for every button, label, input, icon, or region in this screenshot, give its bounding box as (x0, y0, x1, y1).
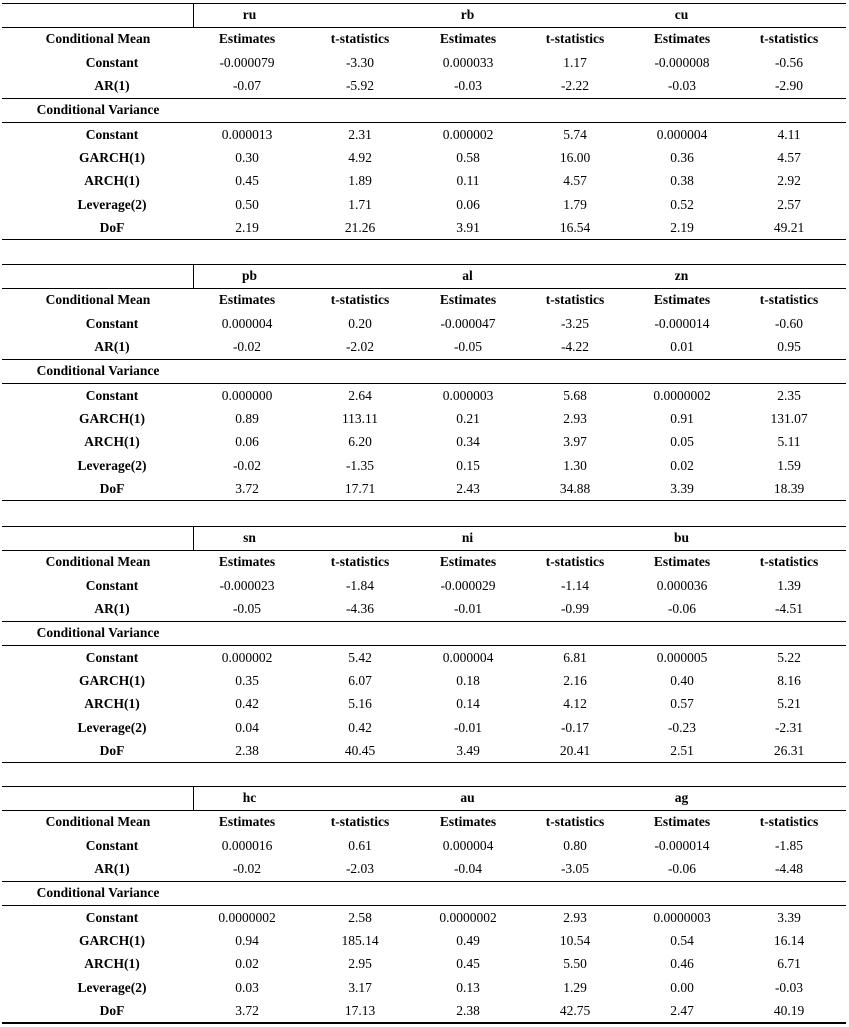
table-cell: -0.07 (232, 78, 262, 93)
row-label: ARCH(1) (84, 173, 140, 189)
table-cell: 18.39 (773, 480, 805, 496)
table-cell: 0.000036 (656, 578, 708, 593)
row-label: Constant (85, 838, 139, 853)
table-cell: 6.71 (777, 956, 801, 972)
row-label: DoF (99, 219, 125, 235)
table-cell: 17.13 (344, 1002, 376, 1018)
table-cell: 6.07 (348, 673, 372, 689)
table-cell: 0.000004 (442, 650, 494, 665)
table-cell: 8.16 (777, 673, 801, 689)
table-cell: -1.14 (560, 578, 590, 593)
table-cell: 5.21 (777, 696, 801, 712)
asset-header: al (462, 268, 473, 283)
table-cell: -0.000023 (219, 578, 275, 593)
table-cell: 0.21 (456, 411, 480, 427)
table-cell: 0.30 (235, 150, 259, 166)
table-cell: 0.06 (456, 196, 480, 212)
table-rule (2, 1022, 846, 1023)
conditional-variance-label: Conditional Variance (36, 625, 160, 640)
table-cell: 2.95 (348, 956, 372, 972)
row-label: GARCH(1) (79, 411, 145, 427)
table-cell: -0.000014 (654, 838, 710, 853)
table-rule (2, 1023, 846, 1024)
table-cell: -0.05 (453, 339, 483, 354)
table-cell: 0.13 (456, 979, 480, 995)
row-label: Constant (85, 127, 139, 142)
table-cell: 0.94 (235, 933, 259, 949)
table-cell: -4.36 (345, 601, 375, 616)
table-rule (2, 905, 846, 906)
table-cell: -0.01 (453, 601, 483, 616)
table-cell: 0.54 (670, 933, 694, 949)
row-label: Leverage(2) (77, 719, 147, 735)
table-cell: 0.000005 (656, 650, 708, 665)
header-column-rule (193, 264, 194, 288)
table-cell: 1.17 (563, 55, 587, 70)
conditional-mean-label: Conditional Mean (45, 554, 151, 569)
estimates-header: Estimates (218, 554, 276, 569)
table-cell: 2.93 (563, 910, 587, 925)
table-cell: 4.57 (777, 150, 801, 166)
table-cell: 113.11 (341, 411, 379, 427)
table-cell: 0.34 (456, 434, 480, 450)
table-cell: -0.03 (667, 78, 697, 93)
table-cell: 0.000033 (442, 55, 494, 70)
row-label: DoF (99, 480, 125, 496)
t-statistics-header: t-statistics (330, 31, 390, 46)
t-statistics-header: t-statistics (759, 814, 819, 829)
conditional-variance-label: Conditional Variance (36, 102, 160, 117)
t-statistics-header: t-statistics (759, 31, 819, 46)
table-cell: 2.31 (348, 127, 372, 142)
table-cell: -3.05 (560, 861, 590, 876)
row-label: Constant (85, 650, 139, 665)
table-cell: 16.00 (559, 150, 591, 166)
table-cell: 5.50 (563, 956, 587, 972)
asset-header: bu (673, 530, 690, 545)
table-cell: 42.75 (559, 1002, 591, 1018)
t-statistics-header: t-statistics (330, 814, 390, 829)
table-cell: -0.02 (232, 861, 262, 876)
table-cell: 40.19 (773, 1002, 805, 1018)
table-cell: 0.06 (235, 434, 259, 450)
table-cell: -0.17 (560, 719, 590, 735)
table-cell: -0.01 (453, 719, 483, 735)
asset-header: zn (674, 268, 689, 283)
table-cell: 2.19 (670, 219, 694, 235)
table-cell: 2.64 (348, 388, 372, 403)
table-cell: 4.12 (563, 696, 587, 712)
header-column-rule (193, 786, 194, 810)
table-cell: 1.79 (563, 196, 587, 212)
asset-header: hc (242, 790, 257, 805)
t-statistics-header: t-statistics (545, 814, 605, 829)
table-cell: -0.03 (774, 979, 804, 995)
table-cell: -2.90 (774, 78, 804, 93)
row-label: AR(1) (94, 78, 130, 93)
table-cell: -4.22 (560, 339, 590, 354)
table-cell: -1.85 (774, 838, 804, 853)
table-cell: -0.56 (774, 55, 804, 70)
conditional-variance-label: Conditional Variance (36, 885, 160, 900)
table-cell: 1.89 (348, 173, 372, 189)
table-cell: 1.29 (563, 979, 587, 995)
table-cell: 2.35 (777, 388, 801, 403)
table-cell: 0.57 (670, 696, 694, 712)
table-cell: -0.000079 (219, 55, 275, 70)
row-label: AR(1) (94, 861, 130, 876)
table-cell: 0.50 (235, 196, 259, 212)
table-cell: 3.39 (777, 910, 801, 925)
row-label: ARCH(1) (84, 434, 140, 450)
row-label: GARCH(1) (79, 933, 145, 949)
table-cell: -0.000047 (440, 316, 496, 331)
table-cell: 2.58 (348, 910, 372, 925)
table-cell: 0.36 (670, 150, 694, 166)
table-cell: 0.00 (670, 979, 694, 995)
row-label: Constant (85, 316, 139, 331)
table-cell: 0.03 (235, 979, 259, 995)
table-cell: 0.58 (456, 150, 480, 166)
table-cell: 0.89 (235, 411, 259, 427)
table-cell: 0.42 (348, 719, 372, 735)
table-cell: 16.54 (559, 219, 591, 235)
table-cell: 185.14 (341, 933, 379, 949)
table-cell: 0.40 (670, 673, 694, 689)
table-cell: 2.47 (670, 1002, 694, 1018)
table-rule (2, 122, 846, 123)
row-label: ARCH(1) (84, 696, 140, 712)
table-cell: 26.31 (773, 742, 805, 758)
table-cell: 2.16 (563, 673, 587, 689)
table-cell: -0.60 (774, 316, 804, 331)
table-cell: 0.000002 (221, 650, 273, 665)
asset-header: ag (674, 790, 689, 805)
table-cell: 1.71 (348, 196, 372, 212)
estimates-header: Estimates (218, 31, 276, 46)
table-cell: 0.42 (235, 696, 259, 712)
table-cell: -0.23 (667, 719, 697, 735)
asset-header: au (460, 790, 475, 805)
table-cell: 0.91 (670, 411, 694, 427)
table-cell: -3.25 (560, 316, 590, 331)
t-statistics-header: t-statistics (545, 31, 605, 46)
table-cell: 10.54 (559, 933, 591, 949)
t-statistics-header: t-statistics (330, 554, 390, 569)
table-cell: -0.03 (453, 78, 483, 93)
table-cell: -0.02 (232, 457, 262, 473)
table-cell: 0.01 (670, 339, 694, 354)
table-cell: 3.97 (563, 434, 587, 450)
table-cell: 2.93 (563, 411, 587, 427)
table-cell: -1.35 (345, 457, 375, 473)
table-cell: -0.000008 (654, 55, 710, 70)
table-cell: 3.72 (235, 1002, 259, 1018)
table-cell: 3.91 (456, 219, 480, 235)
t-statistics-header: t-statistics (545, 292, 605, 307)
table-rule (2, 383, 846, 384)
table-cell: 20.41 (559, 742, 591, 758)
table-cell: 0.18 (456, 673, 480, 689)
row-label: Leverage(2) (77, 979, 147, 995)
table-cell: 5.11 (777, 434, 801, 450)
table-cell: 2.38 (235, 742, 259, 758)
conditional-variance-label: Conditional Variance (36, 363, 160, 378)
table-cell: -0.06 (667, 601, 697, 616)
table-cell: 2.51 (670, 742, 694, 758)
table-cell: -0.99 (560, 601, 590, 616)
row-label: Constant (85, 388, 139, 403)
table-cell: -0.000029 (440, 578, 496, 593)
conditional-mean-label: Conditional Mean (45, 292, 151, 307)
table-cell: -0.000014 (654, 316, 710, 331)
row-label: Leverage(2) (77, 457, 147, 473)
table-cell: 0.35 (235, 673, 259, 689)
row-label: Constant (85, 55, 139, 70)
estimates-header: Estimates (439, 31, 497, 46)
t-statistics-header: t-statistics (759, 292, 819, 307)
table-cell: -1.84 (345, 578, 375, 593)
table-cell: 5.22 (777, 650, 801, 665)
asset-header: sn (243, 530, 256, 545)
table-cell: 0.20 (348, 316, 372, 331)
table-cell: 1.30 (563, 457, 587, 473)
estimates-header: Estimates (653, 814, 711, 829)
table-rule (2, 500, 846, 501)
asset-header: rb (460, 7, 475, 22)
table-cell: 0.15 (456, 457, 480, 473)
table-cell: 0.11 (456, 173, 480, 189)
row-label: Constant (85, 578, 139, 593)
table-cell: 3.49 (456, 742, 480, 758)
table-cell: 0.0000003 (653, 910, 711, 925)
asset-header: ni (461, 530, 474, 545)
table-cell: 5.68 (563, 388, 587, 403)
estimates-header: Estimates (653, 292, 711, 307)
table-cell: 2.57 (777, 196, 801, 212)
table-cell: 1.39 (777, 578, 801, 593)
table-rule (2, 239, 846, 240)
row-label: GARCH(1) (79, 673, 145, 689)
row-label: AR(1) (94, 339, 130, 354)
table-cell: 0.45 (456, 956, 480, 972)
table-cell: 6.81 (563, 650, 587, 665)
table-cell: 0.000002 (442, 127, 494, 142)
asset-header: pb (241, 268, 258, 283)
table-cell: 0.0000002 (653, 388, 711, 403)
row-label: AR(1) (94, 601, 130, 616)
table-cell: 5.42 (348, 650, 372, 665)
table-cell: 0.46 (670, 956, 694, 972)
header-column-rule (193, 3, 194, 27)
row-label: Constant (85, 910, 139, 925)
table-cell: 4.92 (348, 150, 372, 166)
table-cell: 5.16 (348, 696, 372, 712)
table-cell: 0.000000 (221, 388, 273, 403)
estimates-header: Estimates (439, 292, 497, 307)
table-cell: -2.31 (774, 719, 804, 735)
table-cell: 0.14 (456, 696, 480, 712)
row-label: Leverage(2) (77, 196, 147, 212)
table-cell: 4.57 (563, 173, 587, 189)
estimates-header: Estimates (439, 814, 497, 829)
table-cell: -0.06 (667, 861, 697, 876)
table-cell: 2.43 (456, 480, 480, 496)
table-cell: 0.61 (348, 838, 372, 853)
conditional-mean-label: Conditional Mean (45, 31, 151, 46)
table-cell: 0.0000002 (218, 910, 276, 925)
table-cell: 3.72 (235, 480, 259, 496)
table-cell: 0.0000002 (439, 910, 497, 925)
table-cell: -4.51 (774, 601, 804, 616)
t-statistics-header: t-statistics (759, 554, 819, 569)
table-rule (2, 762, 846, 763)
table-cell: 2.38 (456, 1002, 480, 1018)
table-cell: -0.05 (232, 601, 262, 616)
estimates-header: Estimates (218, 292, 276, 307)
table-cell: 0.38 (670, 173, 694, 189)
table-cell: 3.17 (348, 979, 372, 995)
header-column-rule (193, 526, 194, 550)
table-cell: -0.04 (453, 861, 483, 876)
table-cell: -0.02 (232, 339, 262, 354)
row-label: DoF (99, 742, 125, 758)
table-cell: 0.000004 (656, 127, 708, 142)
table-cell: 6.20 (348, 434, 372, 450)
table-cell: 16.14 (773, 933, 805, 949)
table-cell: 49.21 (773, 219, 805, 235)
asset-header: cu (674, 7, 689, 22)
table-cell: 0.52 (670, 196, 694, 212)
table-cell: 17.71 (344, 480, 376, 496)
table-cell: -2.22 (560, 78, 590, 93)
table-cell: 0.02 (670, 457, 694, 473)
table-cell: 40.45 (344, 742, 376, 758)
t-statistics-header: t-statistics (545, 554, 605, 569)
estimates-header: Estimates (653, 554, 711, 569)
table-cell: 0.000003 (442, 388, 494, 403)
row-label: GARCH(1) (79, 150, 145, 166)
table-cell: 0.000004 (442, 838, 494, 853)
row-label: ARCH(1) (84, 956, 140, 972)
estimates-header: Estimates (218, 814, 276, 829)
table-cell: 0.80 (563, 838, 587, 853)
table-cell: 0.000013 (221, 127, 273, 142)
table-cell: 34.88 (559, 480, 591, 496)
table-cell: 0.95 (777, 339, 801, 354)
table-cell: 0.45 (235, 173, 259, 189)
table-cell: 0.05 (670, 434, 694, 450)
estimates-header: Estimates (439, 554, 497, 569)
estimates-header: Estimates (653, 31, 711, 46)
table-rule (2, 645, 846, 646)
table-cell: -5.92 (345, 78, 375, 93)
table-cell: 4.11 (777, 127, 801, 142)
table-cell: 3.39 (670, 480, 694, 496)
table-cell: 5.74 (563, 127, 587, 142)
table-cell: 2.19 (235, 219, 259, 235)
table-cell: -3.30 (345, 55, 375, 70)
asset-header: ru (242, 7, 257, 22)
table-cell: -4.48 (774, 861, 804, 876)
table-cell: -2.02 (345, 339, 375, 354)
table-cell: 21.26 (344, 219, 376, 235)
row-label: DoF (99, 1002, 125, 1018)
table-cell: 131.07 (770, 411, 808, 427)
t-statistics-header: t-statistics (330, 292, 390, 307)
conditional-mean-label: Conditional Mean (45, 814, 151, 829)
table-cell: -2.03 (345, 861, 375, 876)
table-cell: 0.04 (235, 719, 259, 735)
table-cell: 2.92 (777, 173, 801, 189)
table-cell: 1.59 (777, 457, 801, 473)
table-cell: 0.02 (235, 956, 259, 972)
table-cell: 0.000004 (221, 316, 273, 331)
table-cell: 0.000016 (221, 838, 273, 853)
table-cell: 0.49 (456, 933, 480, 949)
